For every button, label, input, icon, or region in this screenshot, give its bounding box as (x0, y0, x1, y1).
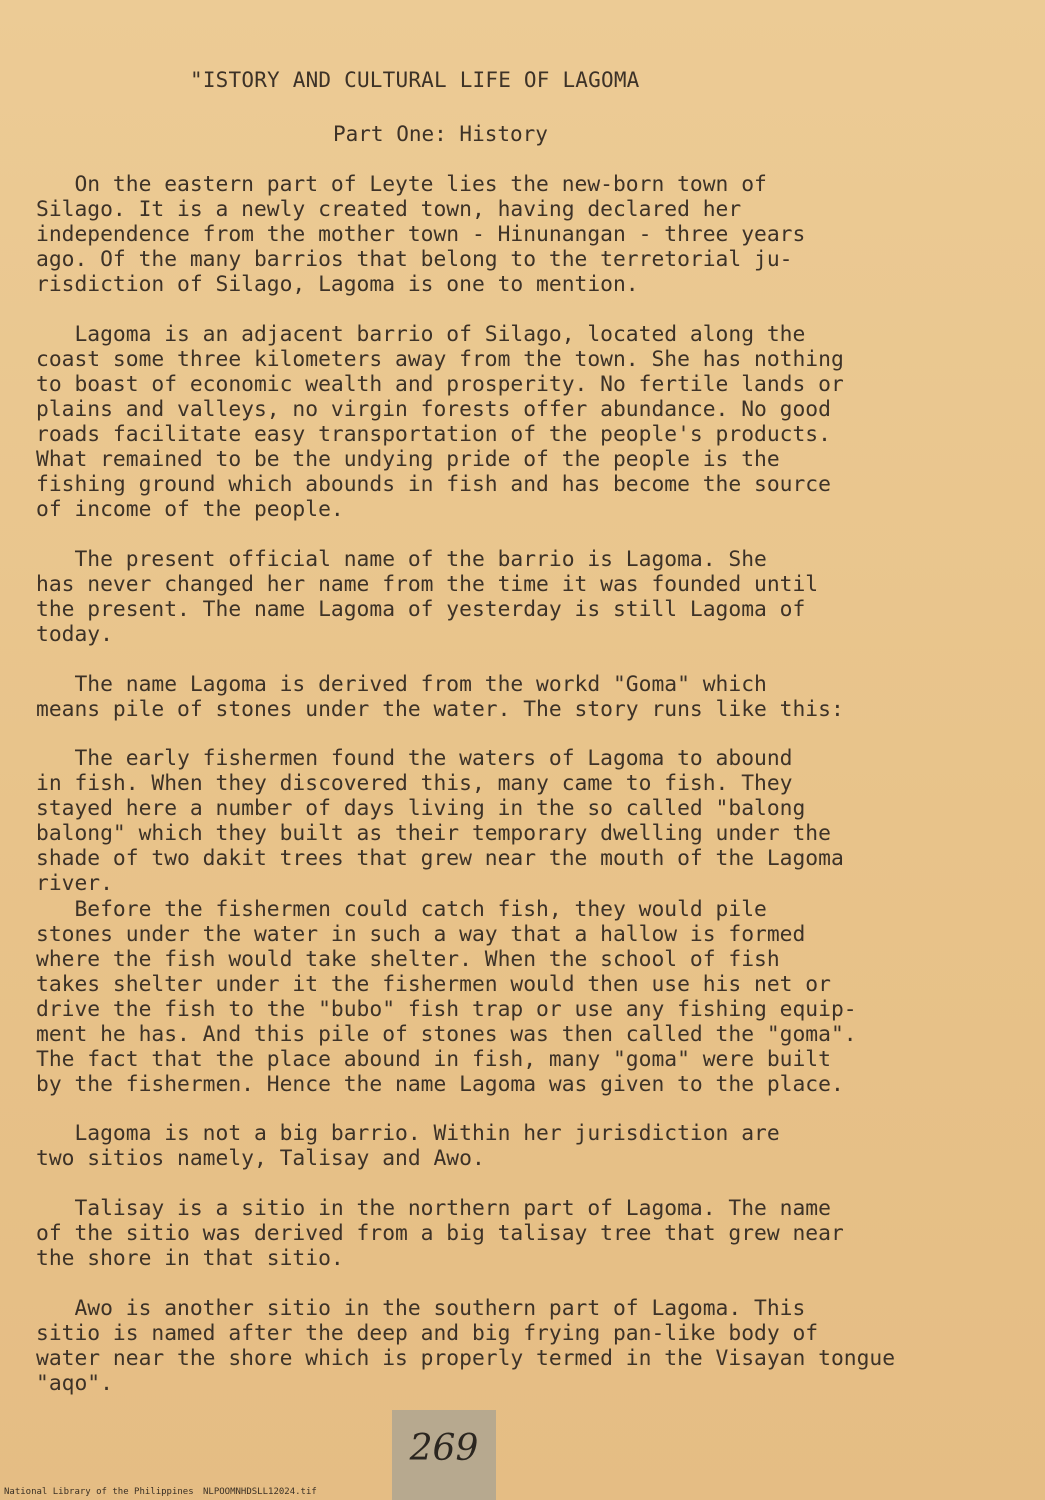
text-line: Talisay is a sitio in the northern part of Lagoma. The name (36, 1196, 831, 1221)
document-subtitle: Part One: History (333, 122, 548, 146)
text-line: The early fishermen found the waters of Lagoma to abound (36, 746, 793, 771)
paragraph (36, 1121, 1036, 1171)
text-line: two sitios namely, Talisay and Awo. (36, 1146, 485, 1171)
text-line: What remained to be the undying pride of the people is the (36, 447, 780, 472)
text-line: fishing ground which abounds in fish and has become the source (36, 472, 831, 497)
text-line: Silago. It is a newly created town, having declared her (36, 197, 742, 222)
text-line: risdiction of Silago, Lagoma is one to mention. (36, 272, 639, 297)
text-line: On the eastern part of Leyte lies the new-born town of (36, 172, 767, 197)
text-line: takes shelter under it the fishermen would then use his net or (36, 972, 831, 997)
paragraph (36, 547, 1036, 647)
text-line: The fact that the place abound in fish, many "goma" were built (36, 1047, 831, 1072)
text-line: shade of two dakit trees that grew near the mouth of the Lagoma (36, 846, 844, 871)
paragraph (36, 746, 1036, 896)
footer-library-name: National Library of the Philippines (4, 1487, 194, 1497)
paragraph (36, 897, 1036, 1097)
text-line: by the fishermen. Hence the name Lagoma was given to the place. (36, 1072, 844, 1097)
text-line: drive the fish to the "bubo" fish trap or use any fishing equip- (36, 997, 857, 1022)
text-line: Awo is another sitio in the southern part of Lagoma. This (36, 1296, 806, 1321)
text-line: The name Lagoma is derived from the workd "Goma" which (36, 672, 767, 697)
text-line: ment he has. And this pile of stones was then called the "goma". (36, 1022, 857, 1047)
text-line: plains and valleys, no virgin forests offer abundance. No good (36, 397, 831, 422)
text-line: sitio is named after the deep and big frying pan-like body of (36, 1321, 819, 1346)
paragraph (36, 322, 1036, 522)
page-number: 269 (409, 1428, 479, 1469)
document-title: "ISTORY AND CULTURAL LIFE OF LAGOMA (190, 68, 640, 92)
text-line: of income of the people. (36, 497, 344, 522)
paragraph (36, 1196, 1036, 1271)
paragraph (36, 172, 1036, 297)
text-line: has never changed her name from the time it was founded until (36, 572, 819, 597)
text-line: stayed here a number of days living in the so called "balong (36, 796, 806, 821)
footer-file-name: NLPOOMNHDSLL12024.tif (203, 1487, 317, 1497)
text-line: balong" which they built as their temporary dwelling under the (36, 821, 831, 846)
text-line: ago. Of the many barrios that belong to the terretorial ju- (36, 247, 793, 272)
paragraph (36, 672, 1036, 722)
text-line: river. (36, 871, 113, 896)
text-line: in fish. When they discovered this, many came to fish. They (36, 771, 793, 796)
text-line: the shore in that sitio. (36, 1246, 344, 1271)
text-line: stones under the water in such a way that a hallow is formed (36, 922, 806, 947)
text-line: where the fish would take shelter. When the school of fish (36, 947, 780, 972)
text-line: to boast of economic wealth and prosperity. No fertile lands or (36, 372, 844, 397)
text-line: Lagoma is an adjacent barrio of Silago, located along the (36, 322, 806, 347)
text-line: independence from the mother town - Hinunangan - three years (36, 222, 806, 247)
text-line: "aqo". (36, 1371, 113, 1396)
text-line: Before the fishermen could catch fish, they would pile (36, 897, 767, 922)
text-line: water near the shore which is properly termed in the Visayan tongue (36, 1346, 896, 1371)
text-line: of the sitio was derived from a big talisay tree that grew near (36, 1221, 844, 1246)
text-line: the present. The name Lagoma of yesterday is still Lagoma of (36, 597, 806, 622)
text-line: today. (36, 622, 113, 647)
text-line: coast some three kilometers away from the town. She has nothing (36, 347, 844, 372)
text-line: Lagoma is not a big barrio. Within her jurisdiction are (36, 1121, 780, 1146)
text-line: The present official name of the barrio is Lagoma. She (36, 547, 767, 572)
paragraph (36, 1296, 1036, 1396)
text-line: means pile of stones under the water. The story runs like this: (36, 697, 844, 722)
text-line: roads facilitate easy transportation of the people's products. (36, 422, 831, 447)
